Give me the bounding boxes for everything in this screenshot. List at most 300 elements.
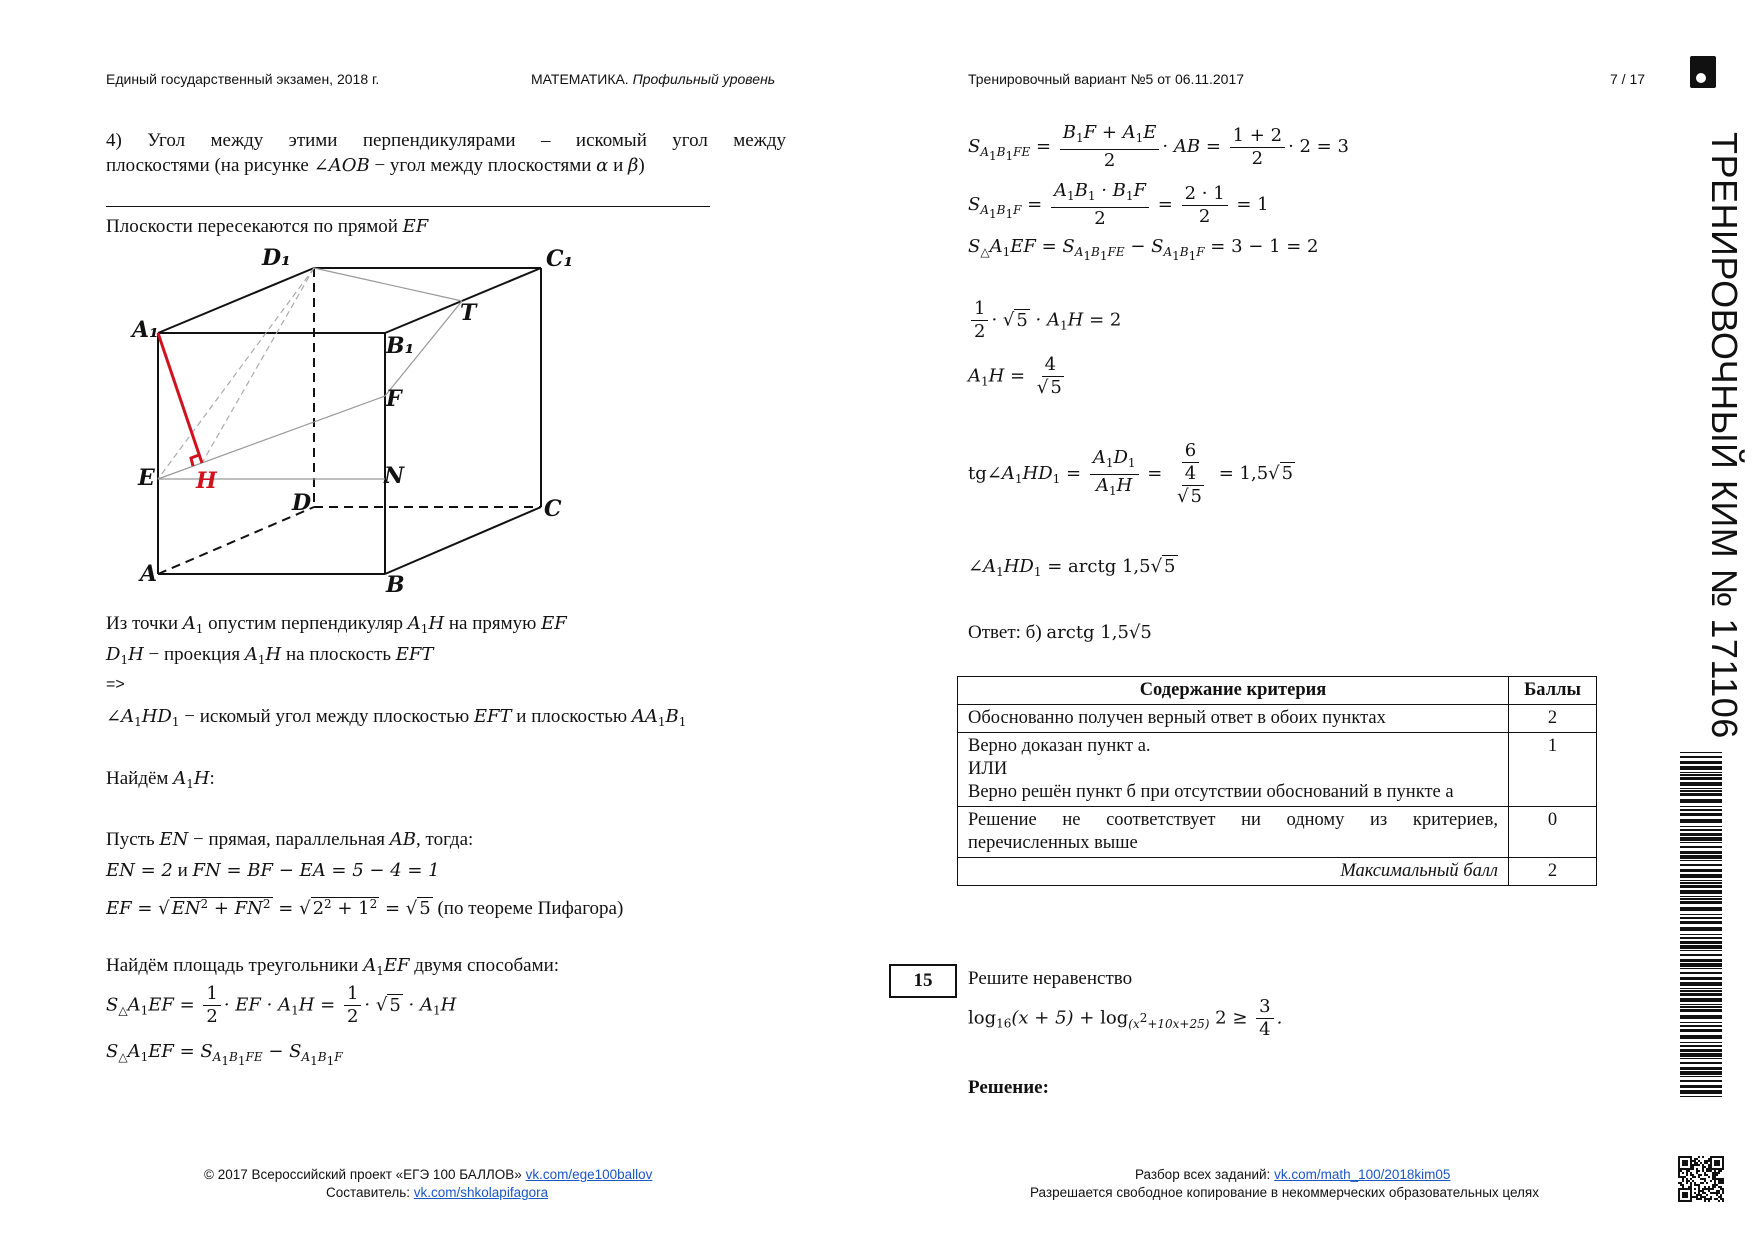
line-d1t (314, 268, 462, 301)
label-d: D (292, 490, 312, 516)
qr-module (1708, 1190, 1710, 1192)
qr-module (1682, 1168, 1684, 1170)
footer-copyright: © 2017 Всероссийский проект «ЕГЭ 100 БАЛЛОВ» vk.com/ege100ballov (204, 1167, 653, 1182)
qr-module (1698, 1160, 1700, 1162)
qr-module (1718, 1156, 1720, 1158)
barcode-bar (1680, 761, 1722, 764)
criteria-table (957, 676, 1597, 886)
qr-module (1694, 1182, 1696, 1184)
qr-module (1678, 1198, 1680, 1200)
qr-module (1706, 1174, 1708, 1176)
barcode-bar (1680, 927, 1722, 931)
qr-module (1720, 1182, 1722, 1184)
qr-module (1708, 1168, 1710, 1170)
qr-module (1686, 1164, 1688, 1166)
qr-module (1704, 1162, 1706, 1164)
qr-module (1682, 1184, 1684, 1186)
qr-module (1704, 1188, 1706, 1190)
qr-module (1686, 1180, 1688, 1182)
barcode-bar (1680, 1025, 1722, 1027)
footer-analysis: Разбор всех заданий: vk.com/math_100/2018kim05 (1135, 1167, 1451, 1182)
qr-module (1694, 1176, 1696, 1178)
qr-module (1700, 1190, 1702, 1192)
barcode-bar (1680, 993, 1722, 996)
qr-module (1714, 1184, 1716, 1186)
qr-module (1680, 1200, 1682, 1202)
label-a: A (140, 561, 158, 587)
projection-statement: $D_1H$ − проекция $A_1H$ на плоскость EFT (106, 644, 434, 667)
area-equation: $\frac{1}{2}$ · √ $5 \cdot A_1H = 2$ (968, 298, 1121, 343)
qr-module (1686, 1192, 1688, 1194)
area-formula-1: $S_\triangle A_1EF$ = $\frac{1}{2}$ · EF · $A_1H$ = $\frac{1}{2}$ · √ $5 \cdot A_1H$ (106, 983, 457, 1027)
qr-module (1722, 1192, 1724, 1194)
qr-module (1718, 1182, 1720, 1184)
label-c: C (544, 496, 562, 522)
barcode-bar (1680, 1053, 1722, 1057)
barcode-bar (1680, 774, 1722, 776)
barcode-bar (1680, 1058, 1722, 1059)
qr-module (1716, 1174, 1718, 1176)
tangent-formula: $tg\angle A_1HD_1$ = $\frac{A_1D_1}{A_1H}$ = $\frac{6}{\frac{4}{√ 5}}$ = 1,5√ 5 (968, 440, 1294, 507)
qr-module (1690, 1172, 1692, 1174)
barcode-bar (1680, 937, 1722, 939)
qr-module (1696, 1162, 1698, 1164)
qr-module (1716, 1160, 1718, 1162)
barcode-bar (1680, 898, 1722, 900)
qr-module (1716, 1194, 1718, 1196)
qr-module (1704, 1198, 1706, 1200)
qr-module (1698, 1156, 1700, 1158)
qr-module (1722, 1178, 1724, 1180)
qr-module (1716, 1172, 1718, 1174)
qr-module (1684, 1200, 1686, 1202)
qr-module (1678, 1170, 1680, 1172)
side-vertical-title: ТРЕНИРОВОЧНЫЙ КИМ № 171106 (1704, 132, 1745, 739)
barcode-bar (1680, 1080, 1722, 1082)
qr-module (1682, 1196, 1684, 1198)
qr-module (1718, 1168, 1720, 1170)
qr-module (1704, 1178, 1706, 1180)
barcode-bar (1680, 941, 1722, 944)
qr-module (1698, 1194, 1700, 1196)
table-row: Обоснованно получен верный ответ в обоих пунктах 2 (958, 705, 1597, 733)
qr-module (1720, 1186, 1722, 1188)
qr-module (1710, 1164, 1712, 1166)
qr-module (1708, 1176, 1710, 1178)
qr-module (1722, 1198, 1724, 1200)
barcode-bar (1680, 782, 1722, 786)
qr-module (1692, 1180, 1694, 1182)
task-inequality: $\log_{16}(x + 5) + \log_{(x^2+10x+25)} 2$ ≥ $\frac{3}{4}$ . (968, 996, 1283, 1040)
barcode-bar (1680, 855, 1722, 859)
qr-module (1682, 1194, 1684, 1196)
qr-module (1690, 1166, 1692, 1168)
qr-module (1686, 1196, 1688, 1198)
qr-module (1682, 1156, 1684, 1158)
area-triangle-a1b1f: $S_{A_1B_1F}$ = $\frac{A_1B_1 \cdot B_1F}{2}$ = $\frac{2 \cdot 1}{2}$ = 1 (968, 180, 1269, 229)
qr-module (1692, 1196, 1694, 1198)
qr-module (1686, 1160, 1688, 1162)
qr-module (1698, 1176, 1700, 1178)
qr-module (1694, 1162, 1696, 1164)
qr-module (1694, 1196, 1696, 1198)
qr-module (1700, 1162, 1702, 1164)
qr-module (1700, 1194, 1702, 1196)
footer-link-analysis[interactable]: vk.com/math_100/2018kim05 (1274, 1167, 1451, 1182)
qr-module (1678, 1182, 1680, 1184)
qr-module (1714, 1186, 1716, 1188)
qr-module (1714, 1182, 1716, 1184)
qr-module (1720, 1170, 1722, 1172)
planes-intersect-text: Плоскости пересекаются по прямой EF (106, 216, 429, 237)
qr-module (1702, 1178, 1704, 1180)
qr-module (1712, 1184, 1714, 1186)
qr-module (1708, 1198, 1710, 1200)
qr-module (1704, 1180, 1706, 1182)
barcode-bar (1680, 829, 1722, 831)
step4-line2: плоскостями (на рисунке ∠AOB − угол между плоскостями α и β) (106, 155, 645, 176)
qr-module (1710, 1158, 1712, 1160)
qr-module (1688, 1200, 1690, 1202)
qr-module (1680, 1182, 1682, 1184)
qr-module (1710, 1160, 1712, 1162)
qr-module (1684, 1188, 1686, 1190)
barcode-icon (1680, 752, 1722, 1100)
qr-module (1718, 1190, 1720, 1192)
qr-module (1678, 1188, 1680, 1190)
qr-module (1702, 1188, 1704, 1190)
barcode-bar (1680, 874, 1722, 878)
qr-module (1682, 1172, 1684, 1174)
en-fn-values: EN = 2 и FN = BF − EA = 5 − 4 = 1 (106, 860, 440, 881)
qr-module (1722, 1190, 1724, 1192)
barcode-bar (1680, 799, 1722, 803)
qr-module (1704, 1166, 1706, 1168)
qr-module (1686, 1168, 1688, 1170)
qr-module (1690, 1200, 1692, 1202)
qr-module (1686, 1194, 1688, 1196)
qr-module (1710, 1170, 1712, 1172)
qr-module (1722, 1188, 1724, 1190)
barcode-bar (1680, 860, 1722, 861)
qr-module (1712, 1192, 1714, 1194)
qr-module (1684, 1164, 1686, 1166)
qr-module (1700, 1182, 1702, 1184)
barcode-bar (1680, 977, 1722, 980)
barcode-bar (1680, 1009, 1722, 1012)
qr-module (1678, 1162, 1680, 1164)
qr-module (1722, 1166, 1724, 1168)
barcode-bar (1680, 1035, 1722, 1039)
qr-module (1706, 1160, 1708, 1162)
qr-module (1690, 1186, 1692, 1188)
footer-link-composer[interactable]: vk.com/shkolapifagora (413, 1185, 549, 1200)
qr-module (1716, 1156, 1718, 1158)
qr-module (1694, 1184, 1696, 1186)
barcode-bar (1680, 1045, 1722, 1047)
header-variant: Тренировочный вариант №5 от 06.11.2017 (968, 71, 1245, 87)
qr-module (1714, 1176, 1716, 1178)
qr-module (1700, 1196, 1702, 1198)
qr-module (1704, 1160, 1706, 1162)
qr-module (1716, 1192, 1718, 1194)
footer-link-ege100[interactable]: vk.com/ege100ballov (525, 1167, 653, 1182)
qr-module (1692, 1166, 1694, 1168)
barcode-bar (1680, 1004, 1722, 1005)
qr-module (1712, 1172, 1714, 1174)
qr-module (1718, 1178, 1720, 1180)
barcode-bar (1680, 1022, 1722, 1023)
qr-module (1678, 1160, 1680, 1162)
qr-module (1692, 1174, 1694, 1176)
qr-module (1710, 1196, 1712, 1198)
qr-module (1680, 1188, 1682, 1190)
qr-module (1722, 1156, 1724, 1158)
qr-module (1708, 1160, 1710, 1162)
barcode-bar (1680, 766, 1722, 770)
qr-module (1704, 1196, 1706, 1198)
qr-module (1692, 1164, 1694, 1166)
find-a1h: Найдём $A_1H$: (106, 768, 215, 791)
barcode-bar (1680, 826, 1722, 827)
barcode-bar (1680, 1062, 1722, 1064)
qr-module (1684, 1194, 1686, 1196)
qr-module (1702, 1182, 1704, 1184)
qr-module (1682, 1180, 1684, 1182)
barcode-bar (1680, 790, 1722, 792)
qr-module (1694, 1160, 1696, 1162)
qr-module (1716, 1162, 1718, 1164)
qr-module (1704, 1200, 1706, 1202)
barcode-bar (1680, 833, 1722, 836)
qr-module (1678, 1176, 1680, 1178)
barcode-bar (1680, 1042, 1722, 1043)
label-n: N (384, 463, 405, 489)
qr-module (1698, 1190, 1700, 1192)
qr-module (1680, 1156, 1682, 1158)
qr-module (1690, 1194, 1692, 1196)
let-en: Пусть EN − прямая, параллельная AB, тогда: (106, 829, 474, 850)
qr-module (1686, 1188, 1688, 1190)
qr-module (1700, 1178, 1702, 1180)
qr-module (1684, 1156, 1686, 1158)
qr-module (1696, 1198, 1698, 1200)
barcode-bar (1680, 772, 1722, 773)
qr-module (1688, 1180, 1690, 1182)
qr-module (1706, 1162, 1708, 1164)
label-t: T (460, 300, 477, 326)
qr-module (1702, 1156, 1704, 1158)
label-d1: D₁ (262, 245, 291, 271)
qr-module (1714, 1168, 1716, 1170)
qr-module (1722, 1182, 1724, 1184)
barcode-bar (1680, 998, 1722, 1002)
qr-module (1698, 1188, 1700, 1190)
barcode-bar (1680, 990, 1722, 992)
qr-module (1688, 1170, 1690, 1172)
footer-license: Разрешается свободное копирование в некоммерческих образовательных целях (1030, 1185, 1539, 1200)
qr-module (1712, 1174, 1714, 1176)
qr-module (1706, 1198, 1708, 1200)
barcode-bar (1680, 945, 1722, 949)
qr-module (1690, 1184, 1692, 1186)
qr-module (1696, 1194, 1698, 1196)
label-b1: B₁ (386, 333, 415, 359)
barcode-bar (1680, 972, 1722, 974)
qr-module (1722, 1158, 1724, 1160)
qr-module (1712, 1178, 1714, 1180)
qr-module (1682, 1176, 1684, 1178)
qr-module (1720, 1180, 1722, 1182)
a1h-value: $A_1H$ = $\frac{4}{√ 5}$ (968, 354, 1062, 398)
qr-module (1706, 1188, 1708, 1190)
qr-module (1702, 1192, 1704, 1194)
qr-module (1690, 1188, 1692, 1190)
qr-module (1714, 1156, 1716, 1158)
area-intro: Найдём площадь треугольники $A_1EF$ двумя способами: (106, 955, 560, 978)
qr-module (1680, 1176, 1682, 1178)
qr-module (1714, 1164, 1716, 1166)
cube-figure (120, 235, 580, 600)
barcode-bar (1680, 963, 1722, 967)
qr-module (1698, 1198, 1700, 1200)
qr-module (1694, 1188, 1696, 1190)
qr-module (1712, 1168, 1714, 1170)
barcode-bar (1680, 864, 1722, 866)
qr-module (1678, 1156, 1680, 1158)
qr-module (1712, 1176, 1714, 1178)
qr-module (1678, 1172, 1680, 1174)
barcode-bar (1680, 907, 1722, 911)
qr-module (1706, 1168, 1708, 1170)
perpendicular-a1h (158, 333, 202, 463)
qr-module (1690, 1182, 1692, 1184)
barcode-bar (1680, 1096, 1722, 1097)
page-number: 7 / 17 (1610, 71, 1646, 87)
qr-module (1692, 1176, 1694, 1178)
barcode-bar (1680, 837, 1722, 841)
barcode-bar (1680, 1029, 1722, 1032)
qr-module (1718, 1164, 1720, 1166)
qr-module (1720, 1198, 1722, 1200)
qr-module (1720, 1178, 1722, 1180)
qr-module (1718, 1186, 1720, 1188)
qr-module (1710, 1188, 1712, 1190)
barcode-bar (1680, 921, 1722, 924)
ef-length: EF = √ $EN^2 + FN^2$ = √ $2^2 + 1^2$ = √ 5 (по теореме Пифагора) (106, 897, 624, 919)
qr-module (1714, 1170, 1716, 1172)
qr-module (1698, 1184, 1700, 1186)
barcode-bar (1680, 1015, 1722, 1019)
qr-module (1684, 1168, 1686, 1170)
barcode-bar (1680, 968, 1722, 969)
barcode-bar (1680, 882, 1722, 884)
header-exam-title: Единый государственный экзамен, 2018 г. (106, 71, 380, 87)
qr-module (1710, 1162, 1712, 1164)
qr-module (1720, 1194, 1722, 1196)
qr-module (1714, 1172, 1716, 1174)
angle-result: $\angle A_1HD_1$ = arctg 1,5√ 5 (968, 556, 1176, 579)
logo-icon (1690, 56, 1716, 88)
qr-module (1680, 1170, 1682, 1172)
qr-module (1712, 1188, 1714, 1190)
barcode-bar (1680, 819, 1722, 823)
barcode-bar (1680, 1067, 1722, 1070)
barcode-bar (1680, 901, 1722, 904)
barcode-bar (1680, 842, 1722, 843)
label-b: B (386, 572, 405, 598)
score-header: Баллы (1509, 677, 1597, 705)
qr-module (1690, 1190, 1692, 1192)
edge-ad (158, 507, 314, 574)
barcode-bar (1680, 917, 1722, 919)
barcode-bar (1680, 885, 1722, 888)
qr-module (1696, 1164, 1698, 1166)
qr-module (1718, 1160, 1720, 1162)
qr-module (1702, 1170, 1704, 1172)
qr-module (1678, 1200, 1680, 1202)
qr-module (1720, 1168, 1722, 1170)
label-e: E (138, 465, 155, 491)
label-f: F (386, 386, 402, 412)
barcode-bar (1680, 934, 1722, 935)
qr-module (1690, 1162, 1692, 1164)
label-h: H (196, 468, 217, 494)
qr-module (1708, 1200, 1710, 1202)
qr-module (1686, 1182, 1688, 1184)
qr-module (1716, 1178, 1718, 1180)
qr-module (1710, 1156, 1712, 1158)
qr-module (1690, 1160, 1692, 1162)
qr-module (1686, 1200, 1688, 1202)
qr-module (1702, 1196, 1704, 1198)
qr-module (1702, 1168, 1704, 1170)
qr-module (1720, 1196, 1722, 1198)
header-subject: МАТЕМАТИКА. Профильный уровень (531, 71, 776, 87)
qr-module (1698, 1170, 1700, 1172)
qr-module (1694, 1192, 1696, 1194)
solution-label: Решение: (968, 1077, 1049, 1098)
footer-composer: Составитель: vk.com/shkolapifagora (326, 1185, 549, 1200)
qr-module (1698, 1192, 1700, 1194)
qr-module (1686, 1162, 1688, 1164)
qr-module (1696, 1168, 1698, 1170)
qr-module (1698, 1164, 1700, 1166)
qr-module (1708, 1158, 1710, 1160)
barcode-bar (1680, 1071, 1722, 1075)
qr-module (1702, 1166, 1704, 1168)
area-formula-2: $S_\triangle A_1EF = S_{A_1B_1FE} - S_{A_1B_1F}$ (106, 1041, 343, 1068)
barcode-bar (1680, 880, 1722, 881)
qr-module (1690, 1178, 1692, 1180)
area-trapezoid: $S_{A_1B_1FE}$ = $\frac{B_1F + A_1E}{2}$ · AB = $\frac{1 + 2}{2}$ · 2 = 3 (968, 122, 1349, 171)
qr-module (1690, 1158, 1692, 1160)
qr-module (1708, 1166, 1710, 1168)
qr-module (1722, 1180, 1724, 1182)
qr-module (1684, 1176, 1686, 1178)
qr-module (1690, 1192, 1692, 1194)
qr-module (1680, 1184, 1682, 1186)
step4-line1: 4) Угол между этими перпендикулярами – искомый угол между (106, 130, 786, 151)
qr-module (1704, 1192, 1706, 1194)
angle-statement: $\angle A_1HD_1$ − искомый угол между плоскостью EFT и плоскостью $AA_1B_1$ (106, 706, 687, 729)
qr-module (1694, 1164, 1696, 1166)
barcode-bar (1680, 1076, 1722, 1077)
qr-module (1684, 1196, 1686, 1198)
qr-module (1714, 1198, 1716, 1200)
qr-module (1710, 1166, 1712, 1168)
qr-module (1690, 1164, 1692, 1166)
